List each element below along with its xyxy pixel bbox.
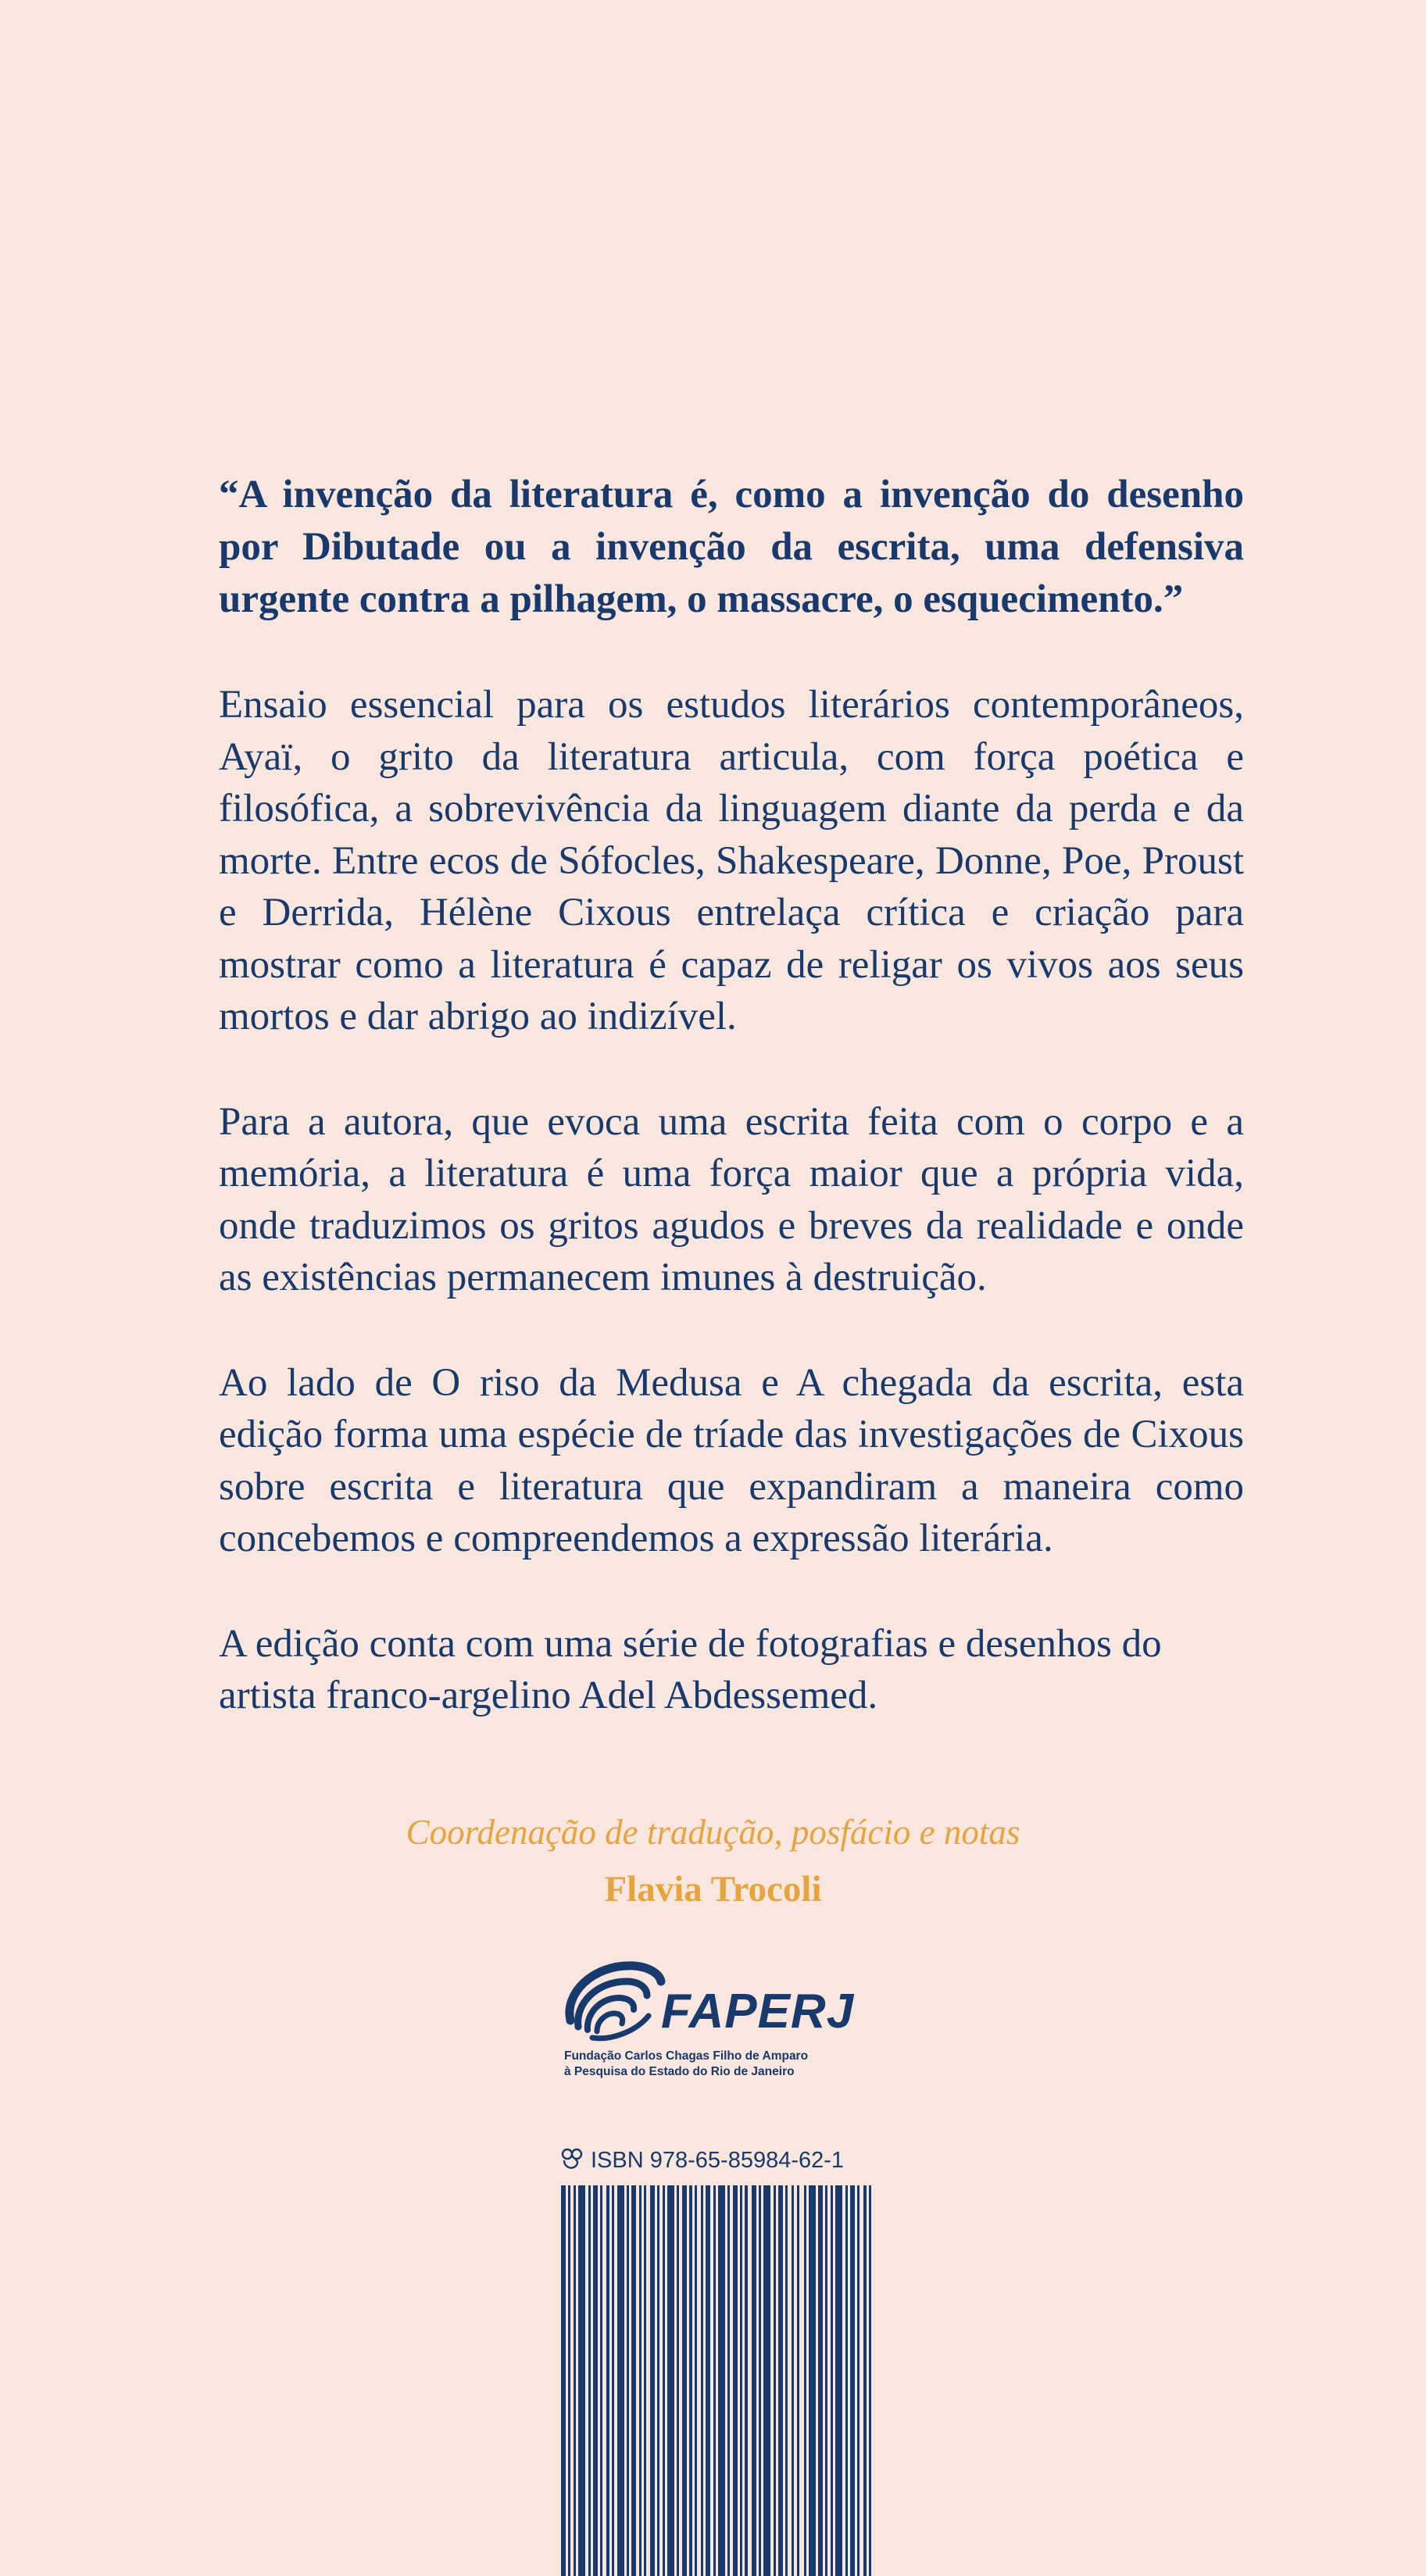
barcode-bar xyxy=(600,2185,602,2576)
faperj-subtitle xyxy=(564,2049,808,2080)
faperj-subtitle-line-1: Fundação Carlos Chagas Filho de Amparo xyxy=(564,2049,809,2063)
barcode-bar xyxy=(574,2185,576,2576)
barcode-bar xyxy=(689,2185,692,2576)
barcode-bar xyxy=(850,2185,855,2576)
barcode-bar xyxy=(663,2185,665,2576)
barcode-bar xyxy=(774,2185,776,2576)
barcode-bar xyxy=(667,2185,674,2576)
barcode-bar xyxy=(695,2185,697,2576)
isbn-label xyxy=(559,2145,844,2176)
barcode-bar xyxy=(588,2185,591,2576)
barcode-bar xyxy=(792,2185,794,2576)
barcode-bar xyxy=(718,2185,725,2576)
barcode-bar xyxy=(593,2185,598,2576)
barcode-bar xyxy=(835,2185,842,2576)
barcode-bar xyxy=(578,2185,585,2576)
barcode-bar xyxy=(752,2185,756,2576)
faperj-swirl-icon xyxy=(561,1953,667,2047)
barcode-bar xyxy=(869,2185,871,2576)
barcode-bar xyxy=(657,2185,659,2576)
barcode-bar xyxy=(713,2185,716,2576)
barcode-bar xyxy=(845,2185,848,2576)
barcode-bar xyxy=(639,2185,642,2576)
isbn-number: ISBN 978-65-85984-62-1 xyxy=(591,2148,845,2173)
barcode-bar xyxy=(701,2185,703,2576)
barcode-bar xyxy=(740,2185,742,2576)
barcode-bar xyxy=(818,2185,823,2576)
barcode-bar xyxy=(706,2185,710,2576)
faperj-subtitle-line-2: à Pesquisa do Estado do Rio de Janeiro xyxy=(564,2065,795,2078)
barcode-bar xyxy=(644,2185,646,2576)
barcode-bar xyxy=(825,2185,827,2576)
translator-name: Flavia Trocoli xyxy=(604,1869,822,1910)
barcode-bar xyxy=(759,2185,761,2576)
faperj-logo xyxy=(561,1953,881,2086)
barcode-bar xyxy=(785,2185,788,2576)
barcode-bar xyxy=(606,2185,609,2576)
back-cover-text xyxy=(219,469,1244,1722)
barcode-bar xyxy=(727,2185,730,2576)
faperj-wordmark: FAPERJ xyxy=(661,1985,855,2038)
barcode-bar xyxy=(763,2185,770,2576)
paragraph-3: Ao lado de O riso da Medusa e A chegada da escrita, esta edição forma uma espécie de tríade das investigações de Cixous sobre escrita e literatura que expandiram a maneira como concebemos e compreendemos a expressão literária. xyxy=(219,1360,1244,1560)
barcode-bar xyxy=(863,2185,867,2576)
barcode-bar xyxy=(745,2185,748,2576)
epigraph-quote: “A invenção da literatura é, como a invenção do desenho por Dibutade ou a invenção da escrita, uma defensiva urgente contra a pilhagem, o massacre, o esquecimento.” xyxy=(219,473,1244,621)
paragraph-1: Ensaio essencial para os estudos literários contemporâneos, Ayaï, o grito da literatura articula, com força poética e filosófica, a sobrevivência da linguagem diante da perda e da morte. Entre ecos de Sófocles, Shakespeare, Donne, Poe, Proust e Derrida, Hélène Cixous entrelaça crítica e criação para mostrar como a literatura é capaz de religar os vivos aos seus mortos e dar abrigo ao indizível. xyxy=(219,683,1244,1038)
isbn-agency-icon xyxy=(559,2146,584,2171)
barcode-bar xyxy=(677,2185,679,2576)
barcode-bar xyxy=(831,2185,833,2576)
barcode-bar xyxy=(631,2185,636,2576)
barcode-bar xyxy=(568,2185,570,2576)
barcode-bar xyxy=(804,2185,806,2576)
barcode-bar xyxy=(778,2185,783,2576)
barcode-bar xyxy=(627,2185,629,2576)
barcode-bar xyxy=(650,2185,655,2576)
barcode-bar xyxy=(682,2185,687,2576)
barcode xyxy=(561,2185,874,2576)
barcode-bar xyxy=(561,2185,566,2576)
barcode-bar xyxy=(612,2185,614,2576)
barcode-bar xyxy=(733,2185,738,2576)
barcode-bar xyxy=(809,2185,816,2576)
barcode-bar xyxy=(797,2185,799,2576)
barcode-bar xyxy=(617,2185,624,2576)
paragraph-2: Para a autora, que evoca uma escrita feita com o corpo e a memória, a literatura é uma força maior que a própria vida, onde traduzimos os gritos agudos e breves da realidade e onde as existências permanecem imunes à destruição. xyxy=(219,1099,1244,1299)
translation-credit-role: Coordenação de tradução, posfácio e notas xyxy=(406,1813,1020,1852)
barcode-bar xyxy=(857,2185,860,2576)
paragraph-4: A edição conta com uma série de fotografias e desenhos do artista franco-argelino Adel Abdessemed. xyxy=(219,1621,1162,1717)
